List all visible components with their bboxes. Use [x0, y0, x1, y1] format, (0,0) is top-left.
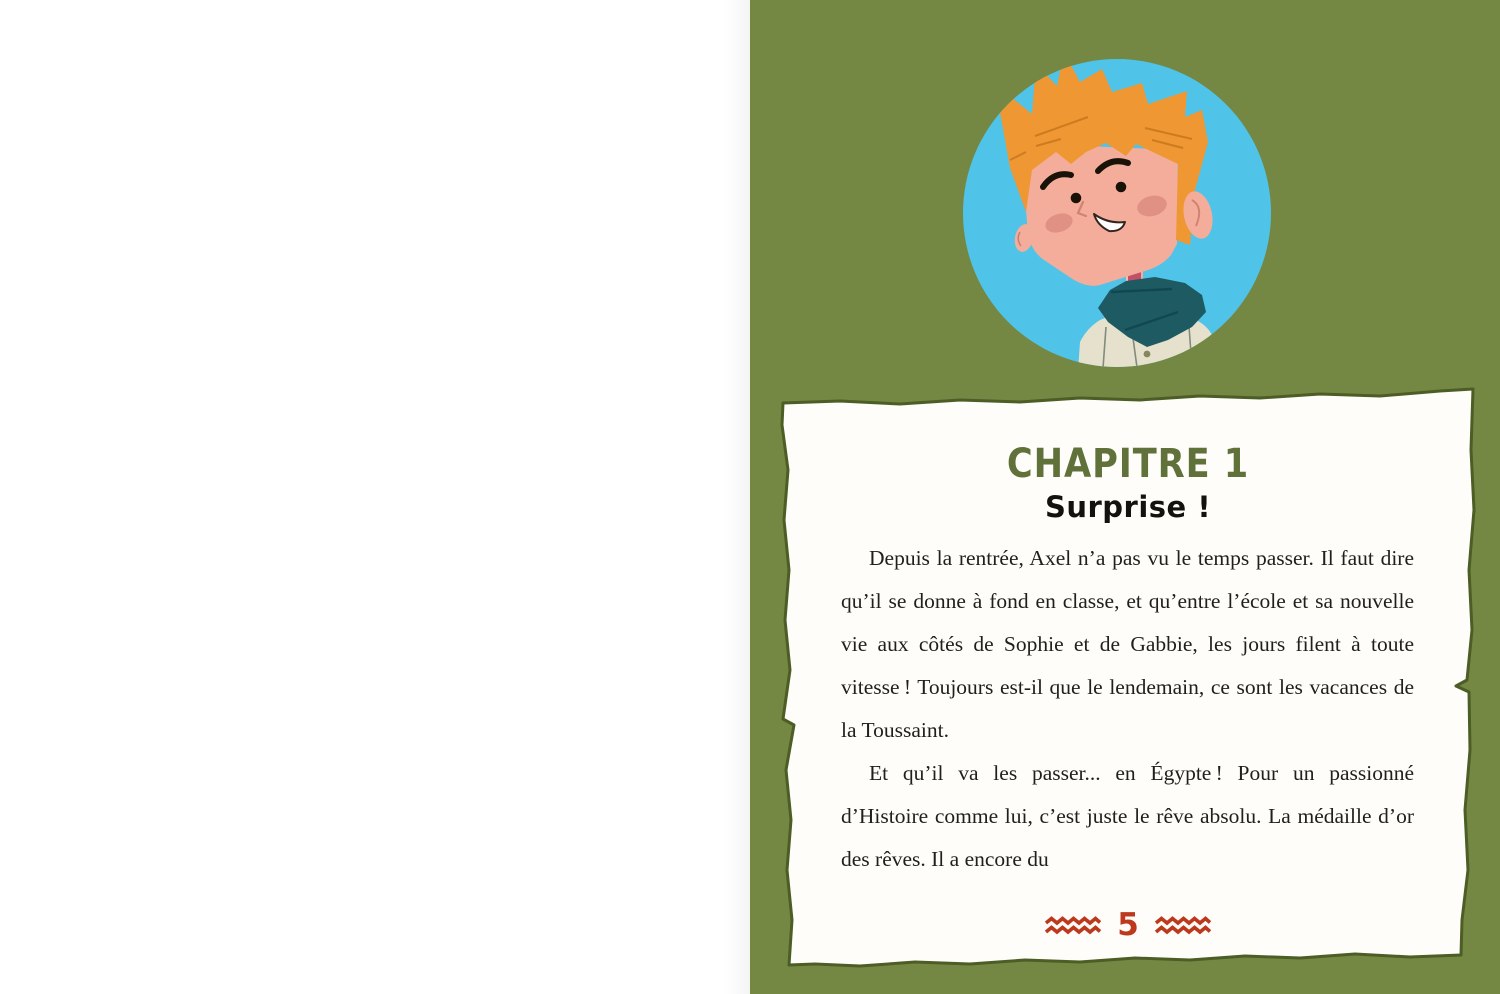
body-paragraph: Et qu’il va les passer... en Égypte ! Pour un passionné d’Histoire comme lui, c’est juste le rêve absolu. La médaille d’or des rêves. Il a encore du	[841, 761, 1414, 871]
page-gutter-shadow	[724, 0, 750, 994]
body-paragraph: Depuis la rentrée, Axel n’a pas vu le temps passer. Il faut dire qu’il se donne à fond en classe, et qu’entre l’école et sa nouvelle vie aux côtés de Sophie et de Gabbie, les jours filent à toute vitesse ! Toujours est-il que le lendemain, ce sont les vacances de la Toussaint.	[841, 546, 1414, 742]
chapter-body-text	[841, 537, 1414, 881]
page-number: 5	[1117, 906, 1139, 943]
right-page	[750, 0, 1500, 994]
chapter-subtitle: Surprise !	[1044, 490, 1212, 524]
chapter-heading	[783, 441, 1473, 525]
zigzag-ornament-icon	[1044, 916, 1102, 936]
character-portrait	[940, 40, 1300, 400]
page-footer	[783, 904, 1473, 948]
zigzag-ornament-icon	[1154, 916, 1212, 936]
chapter-title: CHAPITRE 1	[1006, 441, 1250, 487]
boy-avatar-illustration	[940, 40, 1300, 400]
